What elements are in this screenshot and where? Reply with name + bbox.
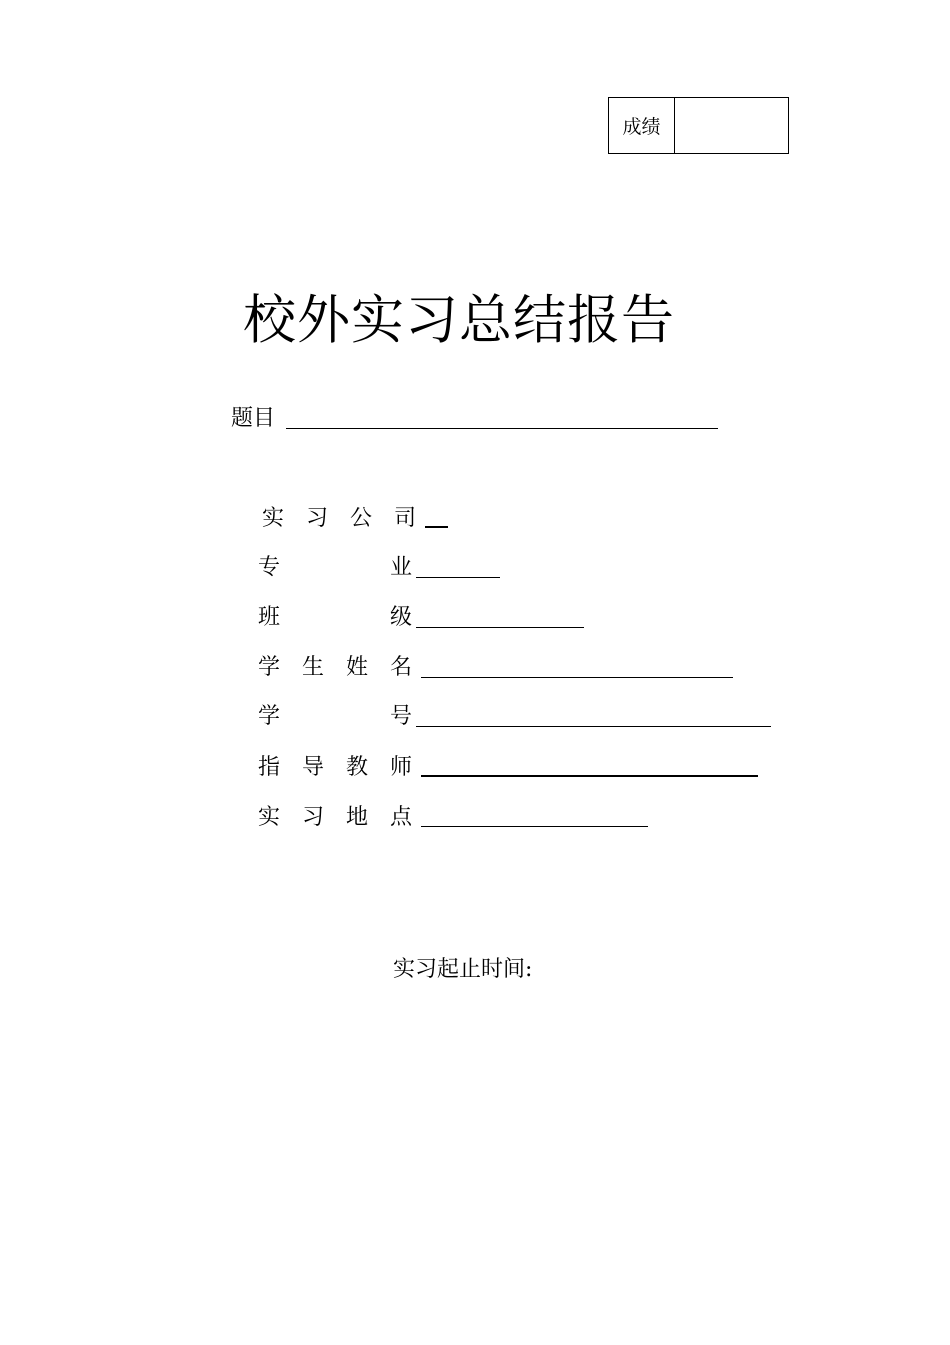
advisor-label: 指 导 教 师 bbox=[258, 755, 413, 780]
score-box bbox=[608, 97, 789, 154]
advisor-field[interactable] bbox=[421, 775, 758, 777]
topic-field[interactable] bbox=[286, 428, 718, 429]
student-id-label: 学 号 bbox=[258, 704, 413, 729]
company-field[interactable] bbox=[425, 526, 448, 528]
student-name-label: 学 生 姓 名 bbox=[258, 655, 413, 680]
student-name-field[interactable] bbox=[421, 677, 733, 678]
major-field[interactable] bbox=[416, 577, 500, 578]
location-field[interactable] bbox=[421, 826, 648, 827]
company-label: 实 习 公 司 bbox=[262, 506, 417, 531]
location-label: 实 习 地 点 bbox=[258, 805, 413, 830]
score-value-field[interactable] bbox=[675, 98, 788, 153]
topic-label: 题目 bbox=[231, 406, 276, 431]
document-title: 校外实习总结报告 bbox=[243, 290, 675, 351]
major-label: 专 业 bbox=[258, 555, 413, 580]
internship-period-label: 实习起止时间: bbox=[393, 957, 533, 982]
score-label: 成绩 bbox=[609, 98, 675, 153]
class-label: 班 级 bbox=[258, 605, 413, 630]
class-field[interactable] bbox=[416, 627, 584, 628]
student-id-field[interactable] bbox=[416, 726, 771, 727]
